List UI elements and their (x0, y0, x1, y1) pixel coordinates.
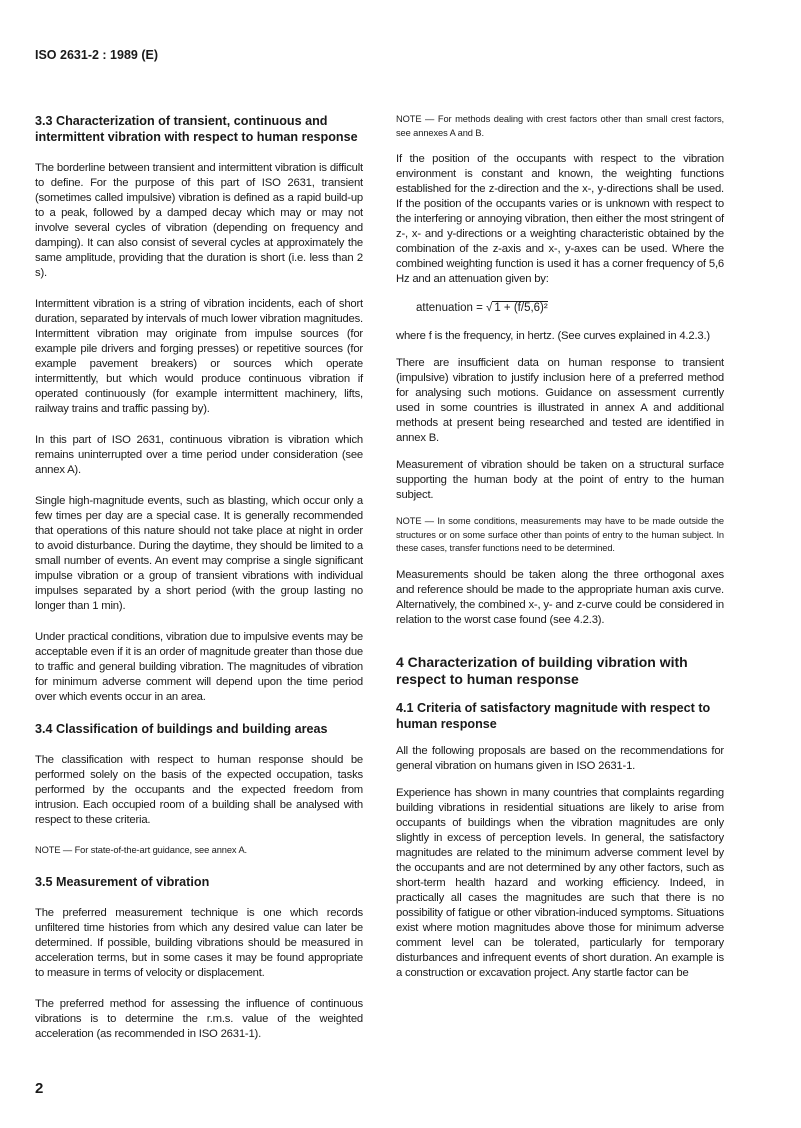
page-number: 2 (35, 1080, 44, 1097)
paragraph: Single high-magnitude events, such as blasting, which occur only a few times per day are a special case. It is generally recommended that operations of this nature should not take place at night in order to avoid disturbance. During the daytime, they should be limited to a small number of events. An event may comprise a single significant impulse vibration or a group of transient vibrations with individual impulses separated by a short period (with the group lasting no longer than 1 min). (35, 495, 363, 612)
heading-3-4: 3.4 Classification of buildings and building areas (35, 722, 328, 736)
right-column (396, 113, 724, 981)
paragraph: The preferred measurement technique is one which records unfiltered time histories from which any desired value can later be determined. If possible, building vibrations should be measured in acceleration terms, but in some cases it may be found appropriate to measure in terms of velocity or displacement. (35, 906, 363, 979)
note: NOTE — For methods dealing with crest factors other than small crest factors, see annexes A and B. (396, 114, 724, 138)
paragraph: The preferred method for assessing the influence of continuous vibrations is to determine the r.m.s. value of the weighted acceleration (as recommended in ISO 2631-1). (35, 997, 363, 1040)
formula-lhs: attenuation = (416, 302, 483, 314)
attenuation-formula: attenuation = √ 1 + (f/5,6)² (416, 302, 548, 314)
note: NOTE — For state-of-the-art guidance, see annex A. (35, 845, 248, 855)
formula-rhs: 1 + (f/5,6)² (494, 302, 548, 314)
paragraph: Measurement of vibration should be taken on a structural surface supporting the human body at the point of entry to the human subject. (396, 459, 724, 501)
heading-4: 4 Characterization of building vibration with respect to human response (396, 653, 688, 687)
paragraph: Intermittent vibration is a string of vibration incidents, each of short duration, separated by intervals of much lower vibration magnitudes. Intermittent vibration may originate from impulse sources (for example pile drivers and forging presses) or repetitive sources (for example pavement breakers) or sources which operate intermittently, but which would produce continuous vibration if operated continuously (for example intermittent machinery, lifts, railway trains and traffic passing by). (35, 298, 363, 415)
paragraph: Experience has shown in many countries that complaints regarding building vibrations in residential situations are likely to arise from occupants of buildings when the vibration magnitudes are only slightly in excess of perception levels. In general, the satisfactory magnitudes are related to the minimum adverse comment level by the occupants and are not determined by any other factors, such as short-term health hazard and working efficiency. Indeed, in practically all cases the magnitudes are such that there is no possibility of fatigue or other vibration-induced symptoms. Situations exist where motion magnitudes above those for minimum adverse comment level can be tolerated, particularly for temporary disturbances and infrequent events of short duration. An example is a construction or excavation project. Any startle factor can be (396, 786, 724, 979)
paragraph: All the following proposals are based on the recommendations for general vibration on humans given in ISO 2631-1. (396, 744, 724, 772)
page-header: ISO 2631-2 : 1989 (E) (35, 48, 158, 62)
heading-4-1: 4.1 Criteria of satisfactory magnitude with respect to human response (396, 700, 711, 731)
paragraph: There are insufficient data on human response to transient (impulsive) vibration to justify inclusion here of a preferred method for analysing such motions. Guidance on assessment currently used in some countries is illustrated in annex A and additional methods at present being researched and tested are identified in annex B. (396, 357, 724, 444)
note: NOTE — In some conditions, measurements may have to be made outside the structures or on some surface other than points of entry to the human subject. In these cases, transfer functions need to be determined. (396, 516, 724, 553)
paragraph: The classification with respect to human response should be performed solely on the basis of the expected occupation, tasks performed by the occupants and the expected freedom from intrusion. Each occupied room of a building shall be analysed with respect to these criteria. (35, 754, 363, 826)
heading-3-3: 3.3 Characterization of transient, continuous and intermittent vibration with respect to human response (35, 114, 358, 144)
heading-3-5: 3.5 Measurement of vibration (35, 874, 210, 889)
paragraph: In this part of ISO 2631, continuous vibration is vibration which remains uninterrupted over a time period under consideration (see annex A). (35, 434, 363, 476)
left-column (35, 113, 363, 1042)
paragraph: where f is the frequency, in hertz. (See curves explained in 4.2.3.) (396, 330, 710, 342)
paragraph: Measurements should be taken along the three orthogonal axes and reference should be made to the appropriate human axis curve. Alternatively, the combined x-, y- and z-curve could be considered in relation to the worst case found (see 4.2.3). (396, 568, 724, 626)
paragraph: The borderline between transient and intermittent vibration is difficult to define. For the purpose of this part of ISO 2631, transient (sometimes called impulsive) vibration is defined as a rapid build-up to a peak, followed by a damped decay which may or may not involve several cycles of vibration (depending on frequency and damping). It can also consist of several cycles at approximately the same amplitude, providing that the duration is short (i.e. less than 2 s). (35, 162, 363, 279)
paragraph: If the position of the occupants with respect to the vibration environment is constant and known, the weighting functions established for the z-direction and the x-, y-directions shall be used. If the position of the occupants varies or is unknown with respect to the interfering or annoying vibration, then either the most stringent of z-, x- and y-directions or a weighting characteristic obtained by the combination of the z-axis and x-, y-axes can be used. Where the combined weighting function is used it has a corner frequency of 5,6 Hz and an attenuation given by: (396, 153, 724, 285)
paragraph: Under practical conditions, vibration due to impulsive events may be acceptable even if it is an order of magnitude greater than those due to traffic and general building vibration. The magnitudes of vibration for minimum adverse comment will depend upon the time period over which events occur in an area. (35, 631, 363, 703)
